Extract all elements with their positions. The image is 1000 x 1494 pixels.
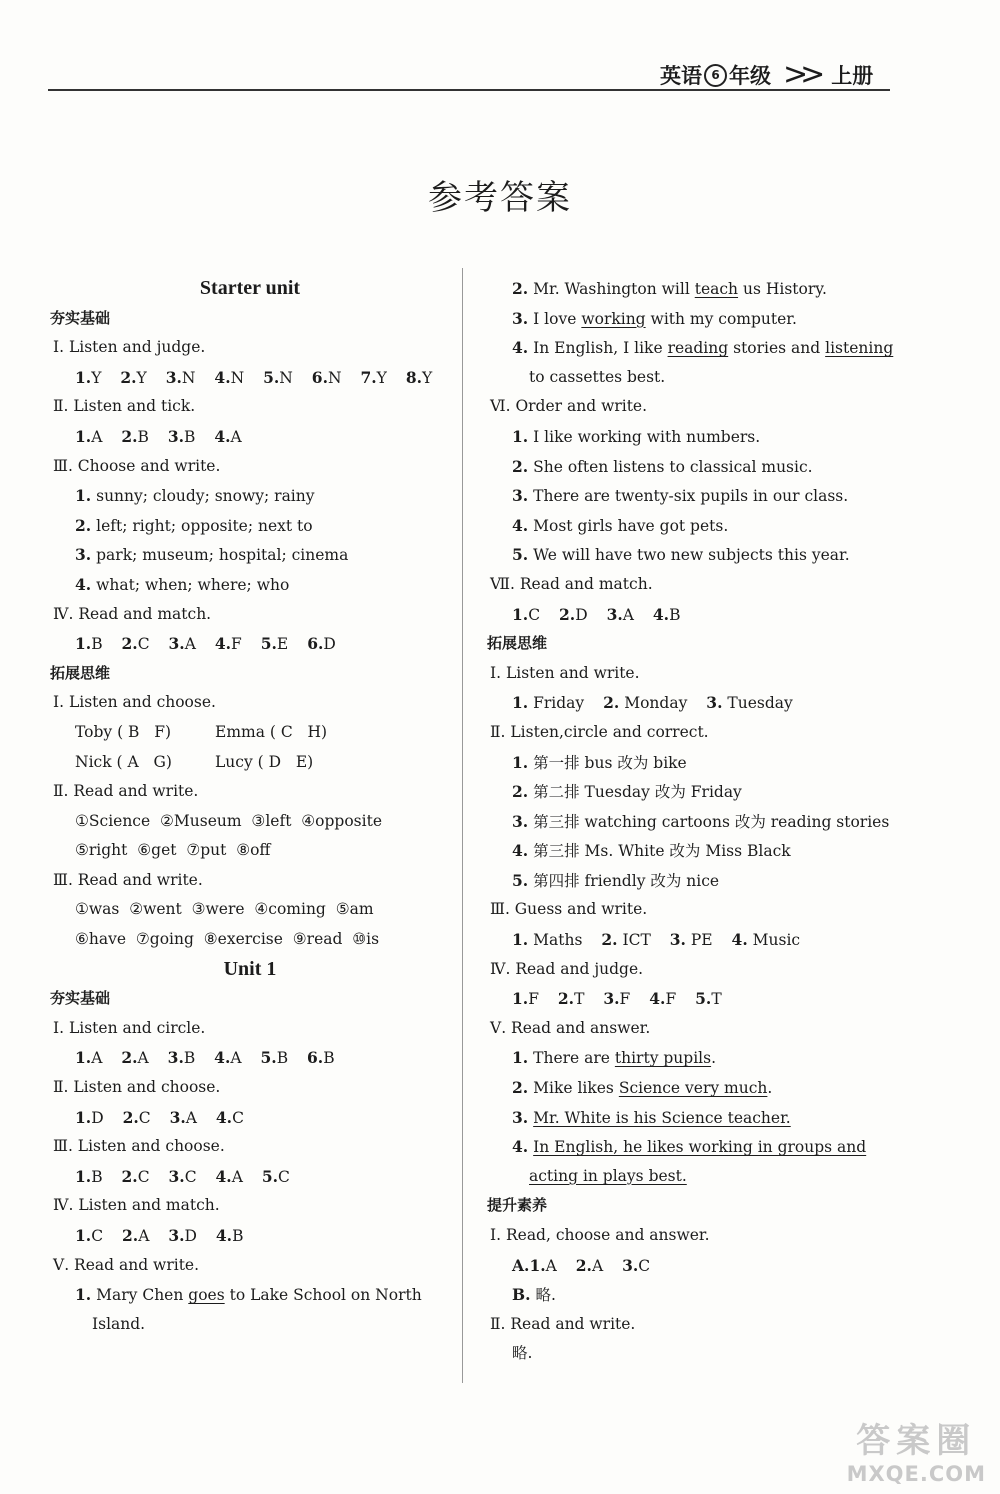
answer-line: 1.F 2.T 3.F 4.F 5.T [512,989,722,1009]
column-divider [462,268,463,1383]
answer-line: 3. 第三排 watching cartoons 改为 reading stories [512,811,890,831]
section-title-starter-unit: Starter unit [199,277,301,299]
header-rule [48,89,890,91]
answer-line: 1. Friday 2. Monday 3. Tuesday [512,693,793,713]
answer-line: ①was ②went ③were ④coming ⑤am [75,900,374,919]
underlined-answer: reading [667,339,729,358]
answer-line: 1.A 2.B 3.B 4.A [75,426,242,446]
answer-line: 4. Most girls have got pets. [512,515,729,535]
question-heading: Ⅱ. Read and write. [53,782,199,801]
answer-line: 4. what; when; where; who [75,574,290,594]
category-heading: 提升素养 [487,1196,548,1215]
underlined-answer: In English, he likes working in groups and [533,1138,867,1157]
question-heading: Ⅱ. Listen,circle and correct. [490,722,709,741]
answer-line: ①Science ②Museum ③left ④opposite [75,811,382,830]
question-heading: Ⅰ. Read, choose and answer. [490,1226,710,1244]
header-volume: 上册 [831,64,874,88]
answer-line: ⑥have ⑦going ⑧exercise ⑨read ⑩is [75,930,380,949]
answer-line: 3. park; museum; hospital; cinema [75,545,349,565]
site-watermark [847,1413,986,1486]
answer-line: 3. I love working with my computer. [512,308,797,328]
answer-line: 5. 第四排 friendly 改为 nice [512,870,720,890]
question-heading: Ⅶ. Read and match. [490,574,653,593]
underlined-answer: acting in plays best. [529,1166,687,1185]
answer-line: 1. I like working with numbers. [512,426,761,446]
underlined-answer: goes [188,1286,225,1305]
underlined-answer: thirty pupils [614,1049,712,1068]
category-heading: 夯实基础 [50,308,111,327]
answer-line: 1.C 2.D 3.A 4.B [512,604,681,624]
question-heading: Ⅰ. Listen and judge. [53,338,206,357]
answer-line: B. 略. [512,1285,556,1305]
answer-line: 3. There are twenty-six pupils in our class. [512,486,849,506]
question-heading: Ⅴ. Read and answer. [490,1018,651,1037]
answer-line: 4. In English, I like reading stories and listening [512,338,894,358]
right-column [487,274,894,1369]
question-heading: Ⅲ. Choose and write. [53,456,221,475]
answer-line: 2. left; right; opposite; next to [75,515,313,535]
watermark-url: MXQE.COM [846,1462,986,1486]
answer-line: 1. sunny; cloudy; snowy; rainy [75,486,315,506]
question-heading: Ⅵ. Order and write. [490,397,648,416]
answer-line: 1.B 2.C 3.A 4.F 5.E 6.D [75,634,336,654]
answer-line: 4. In English, he likes working in groups and [512,1137,867,1157]
question-heading: Ⅱ. Listen and choose. [53,1078,221,1097]
answer-line: 1. Maths 2. ICT 3. PE 4. Music [512,930,801,950]
underlined-answer: Mr. White is his Science teacher. [533,1108,791,1127]
answer-line: 1. 第一排 bus 改为 bike [512,752,687,772]
underlined-answer: teach [694,280,739,298]
answer-line: ⑤right ⑥get ⑦put ⑧off [75,841,271,860]
category-heading: 夯实基础 [50,989,111,1008]
answer-line: Island. [92,1314,146,1333]
answer-line: 5. We will have two new subjects this year. [512,545,850,565]
question-heading: Ⅳ. Read and judge. [490,959,644,978]
answer-line: 2. Mr. Washington will teach us History. [512,279,827,298]
question-heading: Ⅳ. Read and match. [53,604,212,623]
answer-line: 1.D 2.C 3.A 4.C [75,1107,244,1127]
answer-line: 2. Mike likes Science very much. [512,1078,773,1098]
category-heading: 拓展思维 [487,634,548,653]
answer-line: 1. There are thirty pupils. [512,1048,717,1068]
answer-line: Nick ( A G) Lucy ( D E) [75,752,314,771]
answer-line: to cassettes best. [529,367,666,386]
watermark-logo-text: 答案圈 [856,1421,977,1461]
answer-line: A.1.A 2.A 3.C [512,1255,651,1275]
underlined-answer: Science very much [618,1079,768,1098]
double-chevron-icon: >> [783,57,818,92]
question-heading: Ⅰ. Listen and write. [490,663,640,682]
header-subject: 英语 [660,64,702,88]
answer-line: 3. Mr. White is his Science teacher. [512,1107,791,1127]
question-heading: Ⅲ. Read and write. [53,870,203,889]
answer-line: 1.C 2.A 3.D 4.B [75,1226,244,1245]
header-grade-label: 年级 [729,64,771,88]
answer-line: 略. [512,1344,533,1363]
question-heading: Ⅴ. Read and write. [53,1255,200,1274]
answer-line: 2. She often listens to classical music. [512,456,813,476]
answer-line [487,1162,887,1192]
question-heading: Ⅱ. Read and write. [490,1314,636,1333]
question-heading: Ⅰ. Listen and circle. [53,1018,206,1037]
question-heading: Ⅱ. Listen and tick. [53,397,196,416]
question-heading: Ⅰ. Listen and choose. [53,693,216,712]
underlined-answer: working [581,309,646,328]
answer-line: 4. 第三排 Ms. White 改为 Miss Black [512,841,791,861]
underlined-answer: listening [825,339,894,358]
answer-line: 2. 第二排 Tuesday 改为 Friday [512,782,742,802]
grade-number-badge: 6 [704,64,727,87]
question-heading: Ⅳ. Listen and match. [53,1196,220,1215]
answer-line: Toby ( B F) Emma ( C H) [75,722,328,741]
answer-line: 1.Y 2.Y 3.N 4.N 5.N 6.N 7.Y 8.Y [75,367,433,387]
left-column [50,274,450,1339]
question-heading: Ⅲ. Listen and choose. [53,1137,225,1156]
answer-line: 1. Mary Chen goes to Lake School on North [75,1285,422,1305]
question-heading: Ⅲ. Guess and write. [490,900,648,919]
section-title-unit-1: Unit 1 [223,957,277,980]
answer-line: 1.B 2.C 3.C 4.A 5.C [75,1166,290,1186]
category-heading: 拓展思维 [50,663,111,682]
page-title: 参考答案 [428,178,572,218]
answer-line: 1.A 2.A 3.B 4.A 5.B 6.B [75,1048,335,1068]
page-header [660,57,874,92]
